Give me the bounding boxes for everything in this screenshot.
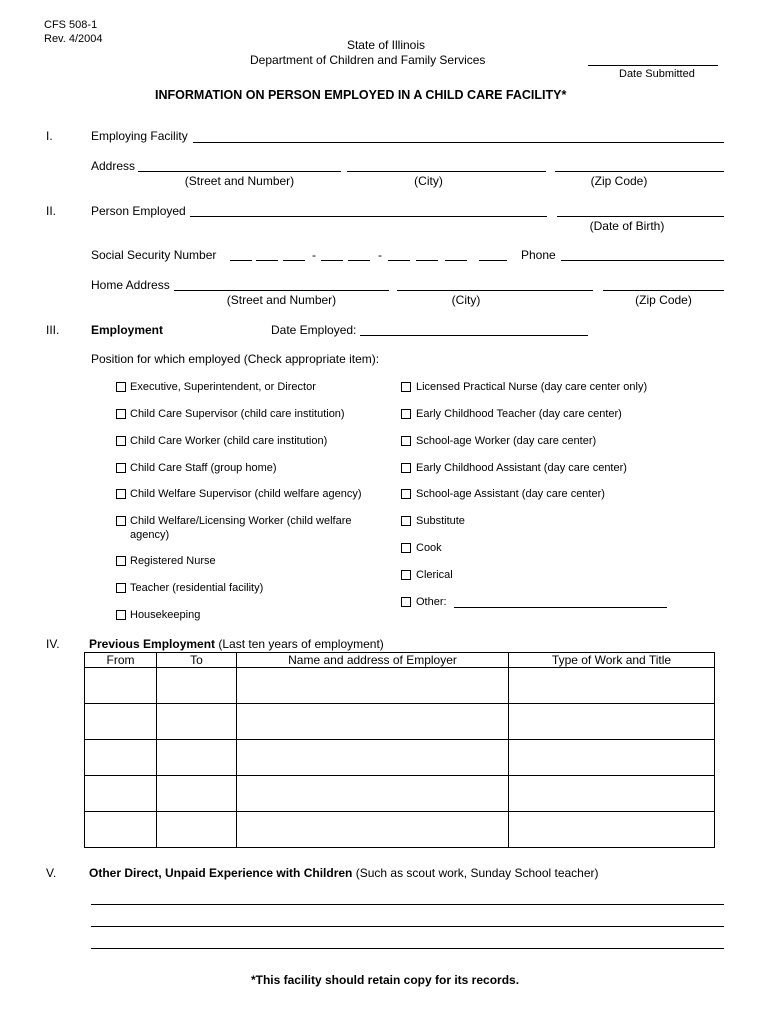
checkbox-licensed-practical-nurse[interactable] [401,382,411,392]
work-title-cell[interactable] [509,740,715,776]
table-header-row [85,653,715,668]
option-label: Early Childhood Teacher (day care center) [416,408,622,420]
table-row [85,704,715,740]
work-title-cell[interactable] [509,776,715,812]
to-cell[interactable] [157,704,237,740]
date-of-birth-caption: (Date of Birth) [589,219,665,233]
work-title-cell[interactable] [509,812,715,848]
employment-heading: Employment [91,323,164,337]
work-title-cell[interactable] [509,704,715,740]
checkbox-child-care-staff[interactable] [116,463,126,473]
home-address-label: Home Address [91,278,170,292]
work-title-cell[interactable] [509,668,715,704]
home-zip-field[interactable] [603,290,724,291]
footer-note: *This facility should retain copy for its records. [250,973,520,987]
section-numeral-4: IV. [46,637,60,651]
checkbox-child-care-supervisor[interactable] [116,409,126,419]
checkbox-cook[interactable] [401,543,411,553]
page-title: INFORMATION ON PERSON EMPLOYED IN A CHILD CARE FACILITY* [155,88,567,102]
column-header: From [85,653,157,668]
checkbox-child-welfare-licensing-worker[interactable] [116,516,126,526]
checkbox-teacher[interactable] [116,583,126,593]
home-city-field[interactable] [397,290,593,291]
option-label: Clerical [416,569,453,581]
other-position-field[interactable] [454,607,667,608]
facility-zip-field[interactable] [555,171,724,172]
checkbox-early-childhood-teacher[interactable] [401,409,411,419]
option-label: Executive, Superintendent, or Director [130,381,316,393]
section-numeral-1: I. [46,129,53,143]
ssn-digit-8[interactable] [445,260,467,261]
ssn-dash: - [312,248,316,262]
table-row [85,776,715,812]
checkbox-substitute[interactable] [401,516,411,526]
checkbox-registered-nurse[interactable] [116,556,126,566]
option-label: School-age Worker (day care center) [416,435,597,447]
from-cell[interactable] [85,812,157,848]
phone-field[interactable] [561,260,724,261]
option-label: Child Care Worker (child care institution) [130,435,328,447]
ssn-digit-5[interactable] [348,260,370,261]
form-number: CFS 508-1 [44,19,98,31]
employing-facility-label: Employing Facility [91,129,188,143]
ssn-digit-9[interactable] [479,260,507,261]
employer-cell[interactable] [237,740,509,776]
facility-street-field[interactable] [138,171,341,172]
from-cell[interactable] [85,740,157,776]
option-label: School-age Assistant (day care center) [416,488,605,500]
to-cell[interactable] [157,812,237,848]
checkbox-clerical[interactable] [401,570,411,580]
address-label: Address [91,159,136,173]
ssn-digit-2[interactable] [256,260,278,261]
ssn-digit-4[interactable] [321,260,343,261]
to-cell[interactable] [157,740,237,776]
checkbox-school-age-assistant[interactable] [401,489,411,499]
date-employed-label: Date Employed: [271,323,357,337]
employing-facility-field[interactable] [193,142,724,143]
option-label: Licensed Practical Nurse (day care center only) [416,381,648,393]
state-name: State of Illinois [346,38,426,52]
column-header: To [157,653,237,668]
option-label: Housekeeping [130,609,201,621]
experience-line-3[interactable] [91,948,724,949]
phone-label: Phone [521,248,556,262]
option-label: Teacher (residential facility) [130,582,264,594]
option-label: Registered Nurse [130,555,216,567]
home-zip-caption: (Zip Code) [635,293,692,307]
ssn-digit-7[interactable] [416,260,438,261]
ssn-digit-6[interactable] [388,260,410,261]
option-label: Child Welfare/Licensing Worker (child welfare [130,515,352,527]
option-label: Early Childhood Assistant (day care center) [416,462,627,474]
from-cell[interactable] [85,704,157,740]
home-city-caption: (City) [451,293,481,307]
checkbox-housekeeping[interactable] [116,610,126,620]
employer-cell[interactable] [237,776,509,812]
previous-employment-heading: Previous Employment (Last ten years of employment) [89,637,384,651]
person-employed-label: Person Employed [91,204,186,218]
position-prompt: Position for which employed (Check appropriate item): [91,352,380,366]
employer-cell[interactable] [237,668,509,704]
from-cell[interactable] [85,668,157,704]
employer-cell[interactable] [237,812,509,848]
person-employed-field[interactable] [190,216,547,217]
experience-line-1[interactable] [91,904,724,905]
option-label: Child Care Staff (group home) [130,462,277,474]
facility-street-caption: (Street and Number) [184,174,295,188]
table-row [85,668,715,704]
option-label: Child Welfare Supervisor (child welfare agency) [130,488,362,500]
previous-employment-table [84,652,715,848]
option-label-continued: agency) [130,529,170,541]
facility-city-caption: (City) [414,174,443,188]
home-street-field[interactable] [174,290,389,291]
option-label: Cook [416,542,442,554]
column-header: Type of Work and Title [509,653,715,668]
date-of-birth-field[interactable] [557,216,724,217]
date-submitted-line[interactable] [588,65,718,66]
checkbox-school-age-worker[interactable] [401,436,411,446]
date-employed-field[interactable] [360,335,588,336]
ssn-digit-3[interactable] [283,260,305,261]
checkbox-other[interactable] [401,597,411,607]
section-numeral-5: V. [46,866,57,880]
checkbox-child-welfare-supervisor[interactable] [116,489,126,499]
option-label: Child Care Supervisor (child care institution) [130,408,345,420]
to-cell[interactable] [157,668,237,704]
table-row [85,740,715,776]
revision-date: Rev. 4/2004 [44,33,103,45]
section-numeral-3: III. [46,323,60,337]
option-label: Substitute [416,515,465,527]
to-cell[interactable] [157,776,237,812]
facility-zip-caption: (Zip Code) [590,174,648,188]
department-name: Department of Children and Family Services [250,53,486,67]
ssn-digit-1[interactable] [230,260,252,261]
checkbox-child-care-worker[interactable] [116,436,126,446]
unpaid-experience-heading: Other Direct, Unpaid Experience with Children (Such as scout work, Sunday School teacher) [89,866,599,880]
from-cell[interactable] [85,776,157,812]
section-numeral-2: II. [46,204,57,218]
checkbox-executive[interactable] [116,382,126,392]
table-row [85,812,715,848]
option-label: Other: [416,596,447,608]
home-street-caption: (Street and Number) [226,293,337,307]
experience-line-2[interactable] [91,926,724,927]
date-submitted-label: Date Submitted [619,68,695,80]
employer-cell[interactable] [237,704,509,740]
checkbox-early-childhood-assistant[interactable] [401,463,411,473]
facility-city-field[interactable] [347,171,546,172]
ssn-dash: - [378,248,382,262]
ssn-label: Social Security Number [91,248,217,262]
column-header: Name and address of Employer [237,653,509,668]
